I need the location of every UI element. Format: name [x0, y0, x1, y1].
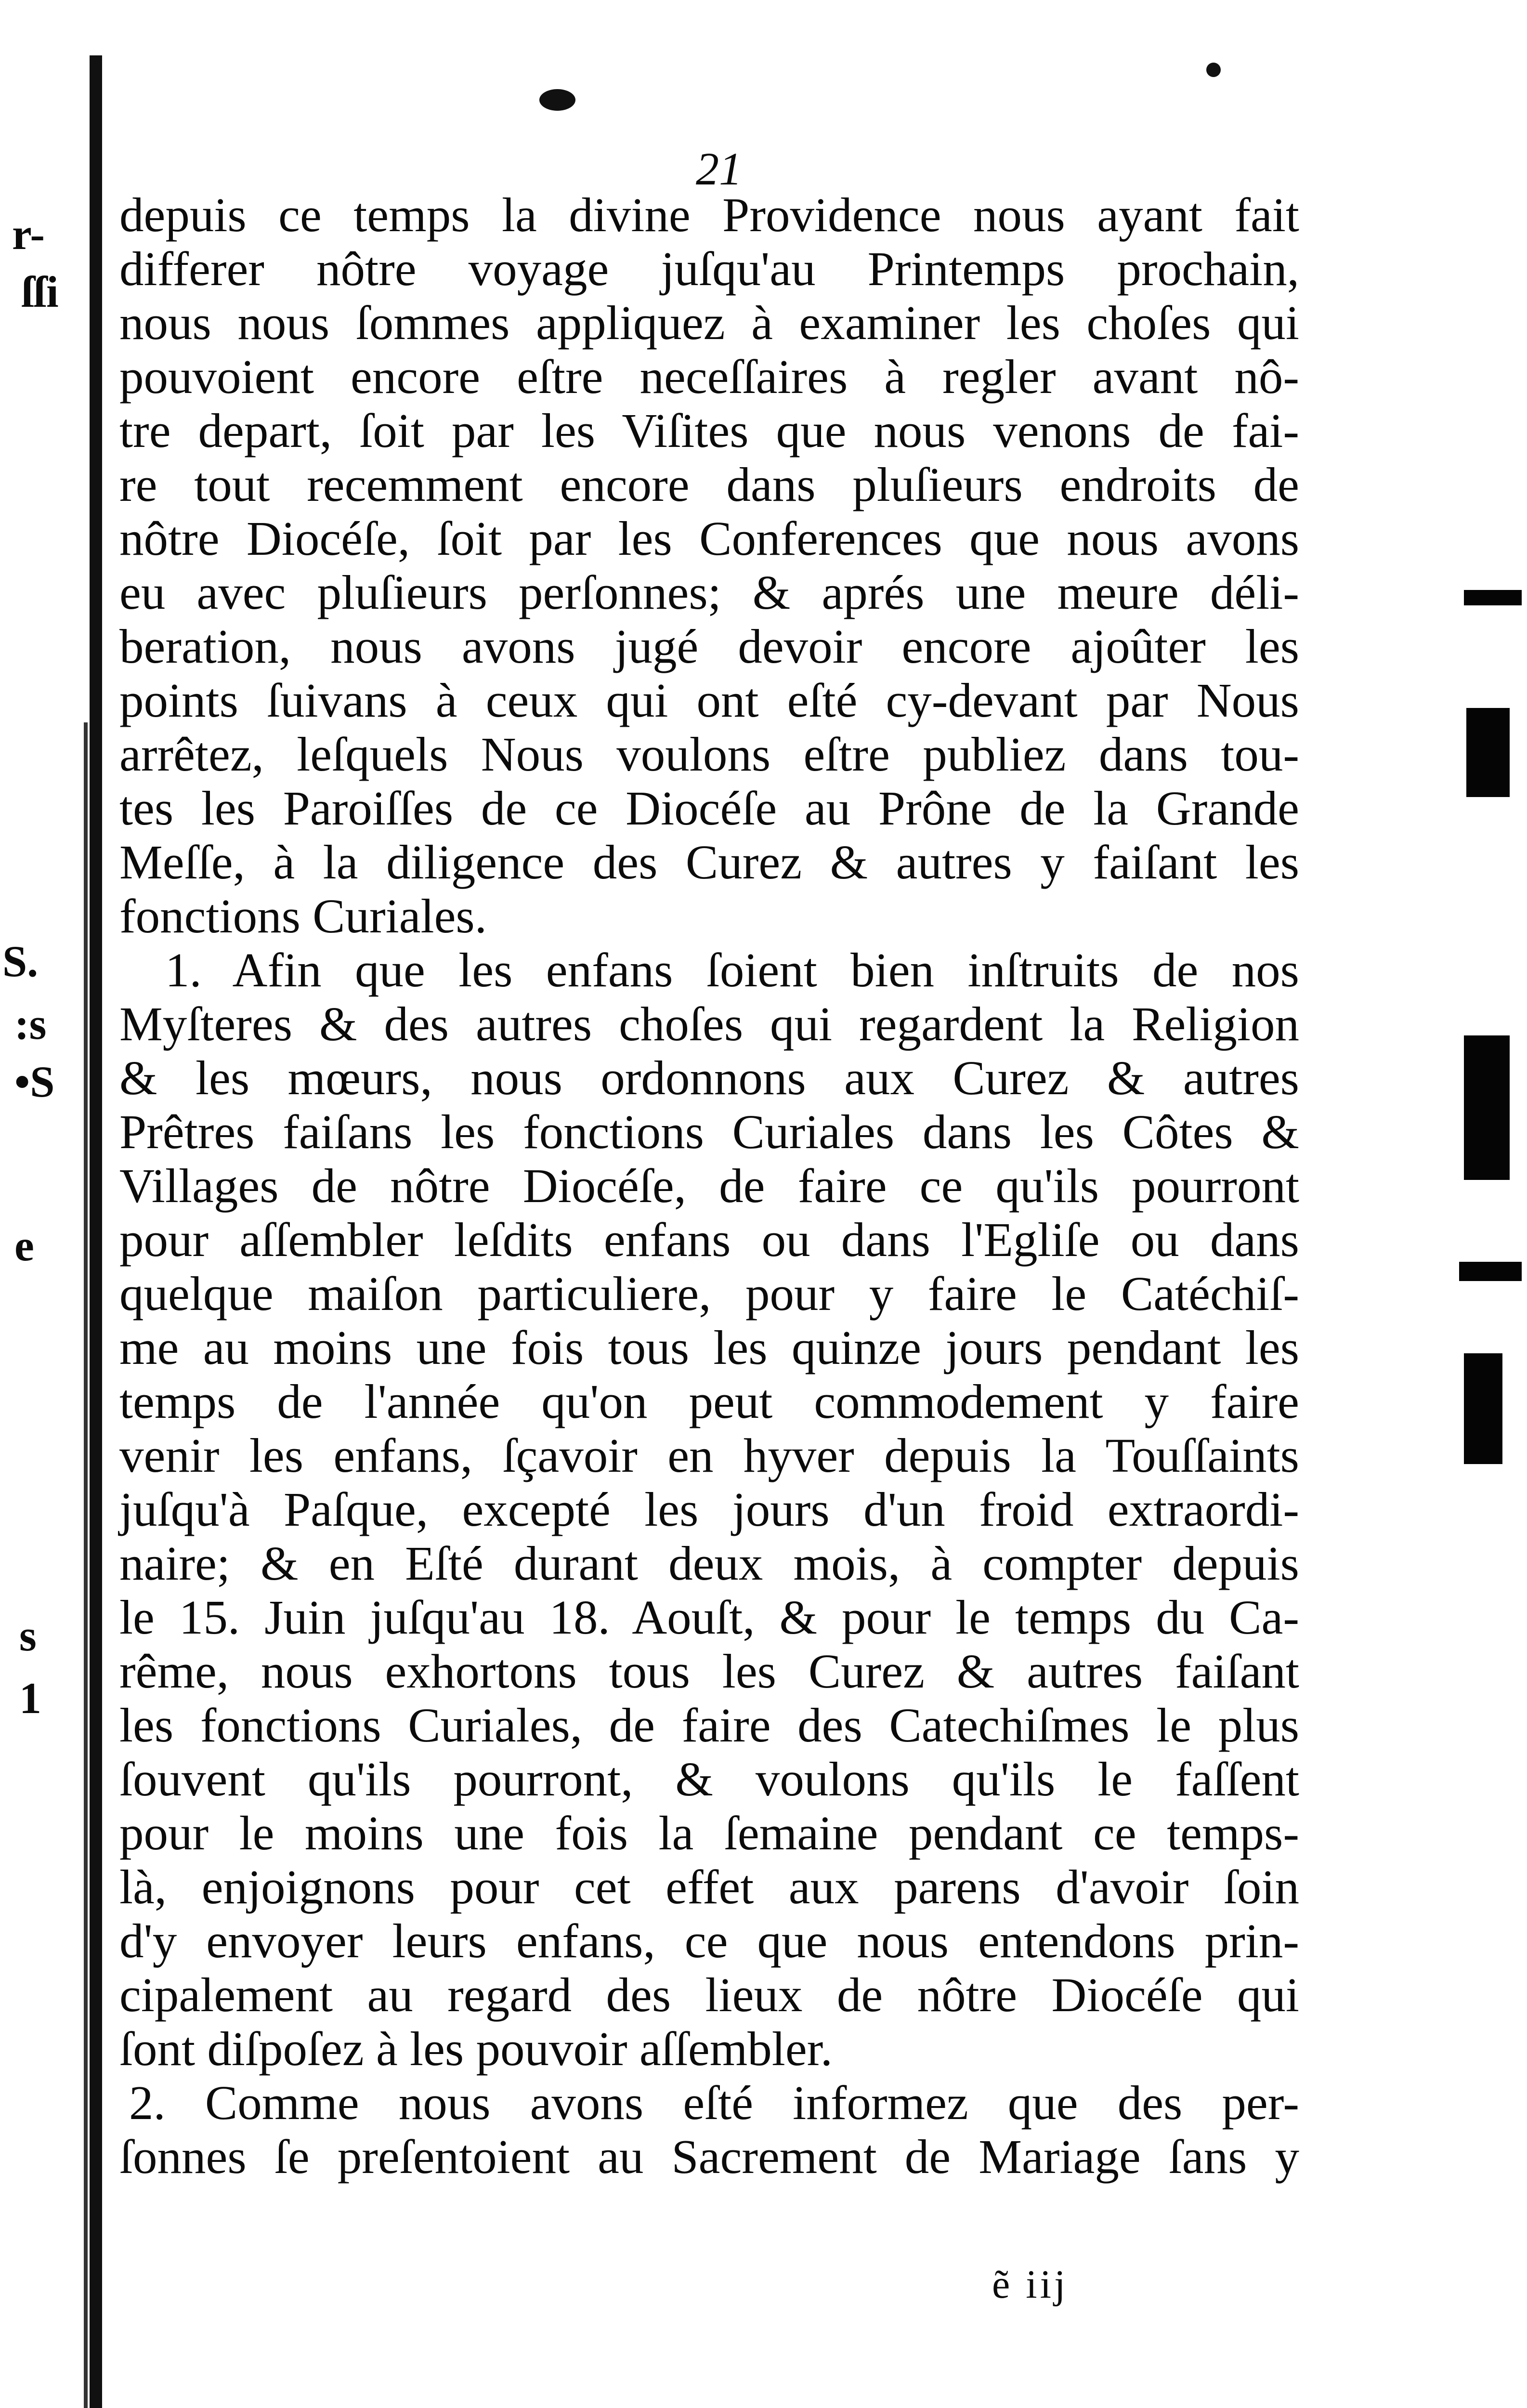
- text-line: là, enjoignons pour cet effet aux parens d'avoir ſoin: [119, 1860, 1299, 1914]
- text-line: venir les enfans, ſçavoir en hyver depuis la Touſſaints: [119, 1428, 1299, 1482]
- binding-edge: [90, 55, 102, 2408]
- text-line: cipalement au regard des lieux de nôtre Diocéſe qui: [119, 1968, 1299, 2022]
- text-line: quelque maiſon particuliere, pour y faire le Catéchiſ-: [119, 1267, 1299, 1321]
- text-line: pour le moins une fois la ſemaine pendant ce temps-: [119, 1806, 1299, 1860]
- signature-mark: ẽ iij: [992, 2262, 1069, 2307]
- text-line: me au moins une fois tous les quinze jours pendant les: [119, 1321, 1299, 1374]
- body-text: [119, 188, 1299, 2184]
- text-line: depuis ce temps la divine Providence nous ayant fait: [119, 188, 1299, 242]
- margin-fragment: 1: [19, 1674, 41, 1723]
- text-line: ſonnes ſe preſentoient au Sacrement de Mariage ſans y: [119, 2130, 1299, 2184]
- page-number: 21: [696, 143, 742, 195]
- text-line: ſont diſpoſez à les pouvoir aſſembler.: [119, 2022, 833, 2076]
- text-line: arrêtez, leſquels Nous voulons eſtre publiez dans tou-: [119, 727, 1299, 781]
- text-line: tre depart, ſoit par les Viſites que nous venons de fai-: [119, 404, 1299, 458]
- margin-fragment: s: [19, 1611, 37, 1660]
- text-line: tes les Paroiſſes de ce Diocéſe au Prône de la Grande: [119, 781, 1299, 835]
- text-line: Prêtres faiſans les fonctions Curiales dans les Côtes &: [119, 1105, 1299, 1159]
- text-line: eu avec pluſieurs perſonnes; & aprés une meure déli-: [119, 565, 1299, 619]
- margin-fragment: S.: [2, 937, 39, 986]
- ink-blot: [539, 89, 575, 111]
- text-line: Myſteres & des autres choſes qui regardent la Religion: [119, 997, 1299, 1051]
- scan-edge-mark: [1464, 590, 1522, 605]
- text-line: & les mœurs, nous ordonnons aux Curez & autres: [119, 1051, 1299, 1105]
- text-line: le 15. Juin juſqu'au 18. Aouſt, & pour le temps du Ca-: [119, 1590, 1299, 1644]
- margin-fragment: ſſi: [22, 267, 59, 316]
- text-line: points ſuivans à ceux qui ont eſté cy-devant par Nous: [119, 673, 1299, 727]
- text-line: ſouvent qu'ils pourront, & voulons qu'ils le faſſent: [119, 1752, 1299, 1806]
- margin-fragment: e: [14, 1221, 34, 1270]
- text-line: rême, nous exhortons tous les Curez & autres faiſant: [119, 1644, 1299, 1698]
- text-line: d'y envoyer leurs enfans, ce que nous entendons prin-: [119, 1914, 1299, 1968]
- scan-edge-mark: [1466, 708, 1510, 797]
- binding-shadow: [84, 722, 88, 2408]
- text-line: nôtre Diocéſe, ſoit par les Conferences que nous avons: [119, 511, 1299, 565]
- text-line: 2. Comme nous avons eſté informez que des per-: [129, 2076, 1299, 2130]
- scan-edge-mark: [1464, 1353, 1502, 1464]
- text-line: naire; & en Eſté durant deux mois, à compter depuis: [119, 1536, 1299, 1590]
- margin-fragment: r-: [12, 209, 45, 259]
- ink-blot: [1206, 63, 1221, 77]
- text-line: differer nôtre voyage juſqu'au Printemps prochain,: [119, 242, 1299, 296]
- text-line: Villages de nôtre Diocéſe, de faire ce qu'ils pourront: [119, 1159, 1299, 1213]
- text-line: nous nous ſommes appliquez à examiner les choſes qui: [119, 296, 1299, 350]
- margin-fragment: •S: [14, 1057, 55, 1106]
- text-line: juſqu'à Paſque, excepté les jours d'un froid extraordi-: [119, 1482, 1299, 1536]
- text-line: pour aſſembler leſdits enfans ou dans l'Egliſe ou dans: [119, 1213, 1299, 1267]
- text-line: temps de l'année qu'on peut commodement y faire: [119, 1374, 1299, 1428]
- scan-edge-mark: [1464, 1035, 1510, 1180]
- scan-edge-mark: [1459, 1262, 1522, 1281]
- text-line: les fonctions Curiales, de faire des Catechiſmes le plus: [119, 1698, 1299, 1752]
- text-line: pouvoient encore eſtre neceſſaires à regler avant nô-: [119, 350, 1299, 404]
- text-line: 1. Afin que les enfans ſoient bien inſtruits de nos: [165, 943, 1299, 997]
- text-line: fonctions Curiales.: [119, 889, 487, 943]
- text-line: re tout recemment encore dans pluſieurs endroits de: [119, 458, 1299, 511]
- text-line: Meſſe, à la diligence des Curez & autres y faiſant les: [119, 835, 1299, 889]
- margin-fragment: :s: [14, 999, 47, 1048]
- text-line: beration, nous avons jugé devoir encore ajoûter les: [119, 619, 1299, 673]
